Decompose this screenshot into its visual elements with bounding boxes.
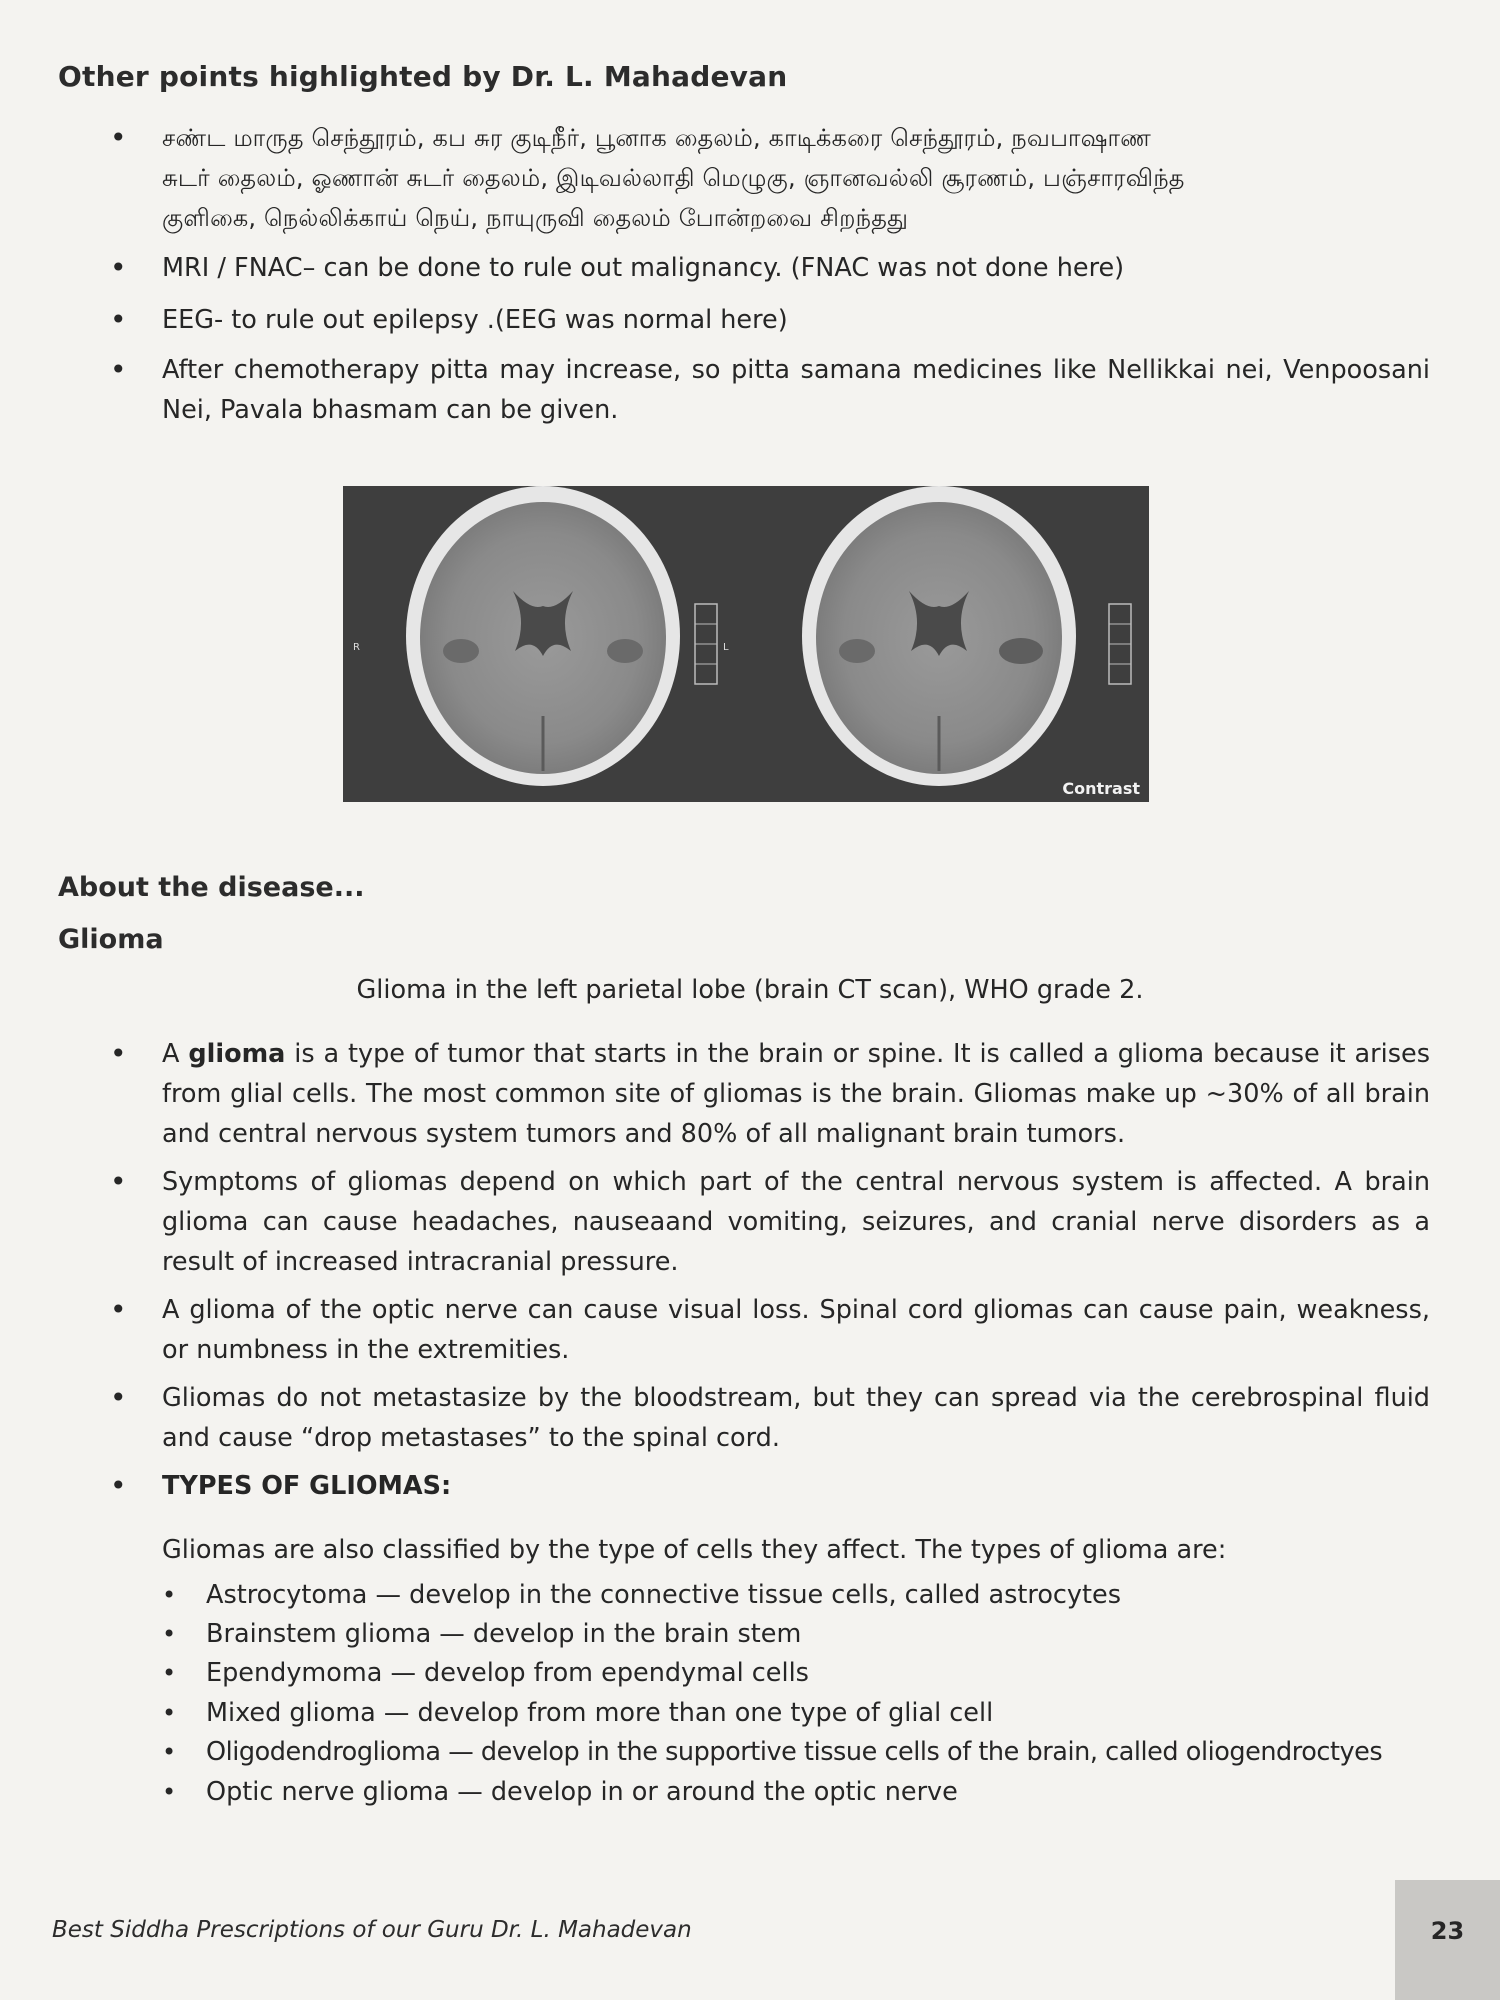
point-text: A glioma of the optic nerve can cause visual loss. Spinal cord gliomas can cause pain, weakness, or numbness in the extremities. <box>162 1295 1430 1365</box>
bullet-icon: • <box>110 1469 127 1502</box>
type-text: Astrocytoma — develop in the connective tissue cells, called astrocytes <box>206 1580 1121 1610</box>
bullet-icon: • <box>162 1581 177 1609</box>
bullet-icon: • <box>110 1293 127 1326</box>
bullet-icon: • <box>162 1778 177 1806</box>
bullet-icon: • <box>110 1381 127 1414</box>
bullet-icon: • <box>110 353 127 386</box>
point-text: MRI / FNAC– can be done to rule out malignancy. (FNAC was not done here) <box>162 253 1125 283</box>
bullet-icon: • <box>162 1738 177 1766</box>
type-text: Oligodendroglioma — develop in the supportive tissue cells of the brain, called oliogendroctyes <box>206 1737 1383 1767</box>
bullet-icon: • <box>162 1659 177 1687</box>
figure-caption: Glioma in the left parietal lobe (brain CT scan), WHO grade 2. <box>356 975 1144 1005</box>
point-text: After chemotherapy pitta may increase, so pitta samana medicines like Nellikkai nei, Venpoosani Nei, Pavala bhasmam can be given. <box>162 355 1430 425</box>
point-text: Symptoms of gliomas depend on which part of the central nervous system is affected. A brain glioma can cause headaches, nauseaand vomiting, seizures, and cranial nerve disorders as a result of increased intracranial pressure. <box>162 1167 1430 1277</box>
page-number: 23 <box>1430 1917 1465 1945</box>
brain-ct-scan-image <box>343 486 1149 802</box>
point-text: Gliomas do not metastasize by the bloodstream, but they can spread via the cerebrospinal fluid and cause “drop metastases” to the spinal cord. <box>162 1383 1430 1453</box>
page-number-box <box>1395 1880 1500 2000</box>
type-text: Optic nerve glioma — develop in or around the optic nerve <box>206 1777 958 1807</box>
bullet-icon: • <box>162 1620 177 1648</box>
tamil-line-1: சண்ட மாருத செந்தூரம், கப சுர குடிநீர், பூனாக தைலம், காடிக்கரை செந்தூரம், நவபாஷாண <box>162 124 1152 152</box>
ct-scan-illustration <box>343 486 1149 802</box>
tamil-line-2: சுடர் தைலம், ஓணான் சுடர் தைலம், இடிவல்லாதி மெழுகு, ஞானவல்லி சூரணம், பஞ்சாரவிந்த <box>162 164 1185 192</box>
heading-other-points: Other points highlighted by Dr. L. Mahadevan <box>58 60 788 93</box>
point-tamil-text <box>162 118 1430 238</box>
tamil-line-3: குளிகை, நெல்லிக்காய் நெய், நாயுருவி தைலம் போன்றவை சிறந்தது <box>162 204 909 232</box>
bullet-icon: • <box>110 121 127 154</box>
scan-marker-r: R <box>353 642 360 653</box>
point-text <box>162 1034 1430 1154</box>
types-intro-text: Gliomas are also classified by the type of cells they affect. The types of glioma are: <box>162 1535 1227 1565</box>
scan-contrast-label: Contrast <box>1062 779 1140 798</box>
scan-marker-l: L <box>723 642 729 653</box>
glioma-keyword: glioma <box>188 1039 286 1069</box>
point-text: EEG- to rule out epilepsy .(EEG was normal here) <box>162 305 788 335</box>
bullet-icon: • <box>110 303 127 336</box>
type-text: Mixed glioma — develop from more than one type of glial cell <box>206 1698 994 1728</box>
type-text: Ependymoma — develop from ependymal cells <box>206 1658 809 1688</box>
bullet-icon: • <box>110 251 127 284</box>
scan-right-skull <box>802 486 1131 786</box>
type-text: Brainstem glioma — develop in the brain stem <box>206 1619 802 1649</box>
section-title-about-disease: About the disease... <box>58 872 365 903</box>
bullet-icon: • <box>110 1037 127 1070</box>
types-heading: TYPES OF GLIOMAS: <box>162 1471 452 1501</box>
bullet-icon: • <box>110 1165 127 1198</box>
footer-book-title: Best Siddha Prescriptions of our Guru Dr. L. Mahadevan <box>52 1917 692 1943</box>
scan-left-skull <box>406 486 717 786</box>
subsection-title-glioma: Glioma <box>58 924 164 955</box>
text-post: is a type of tumor that starts in the brain or spine. It is called a glioma because it arises from glial cells. The most common site of gliomas is the brain. Gliomas make up ~30% of all brain and central nervous system tumors and 80% of all malignant brain tumors. <box>162 1039 1430 1149</box>
bullet-icon: • <box>162 1699 177 1727</box>
text-pre: A <box>162 1039 189 1069</box>
